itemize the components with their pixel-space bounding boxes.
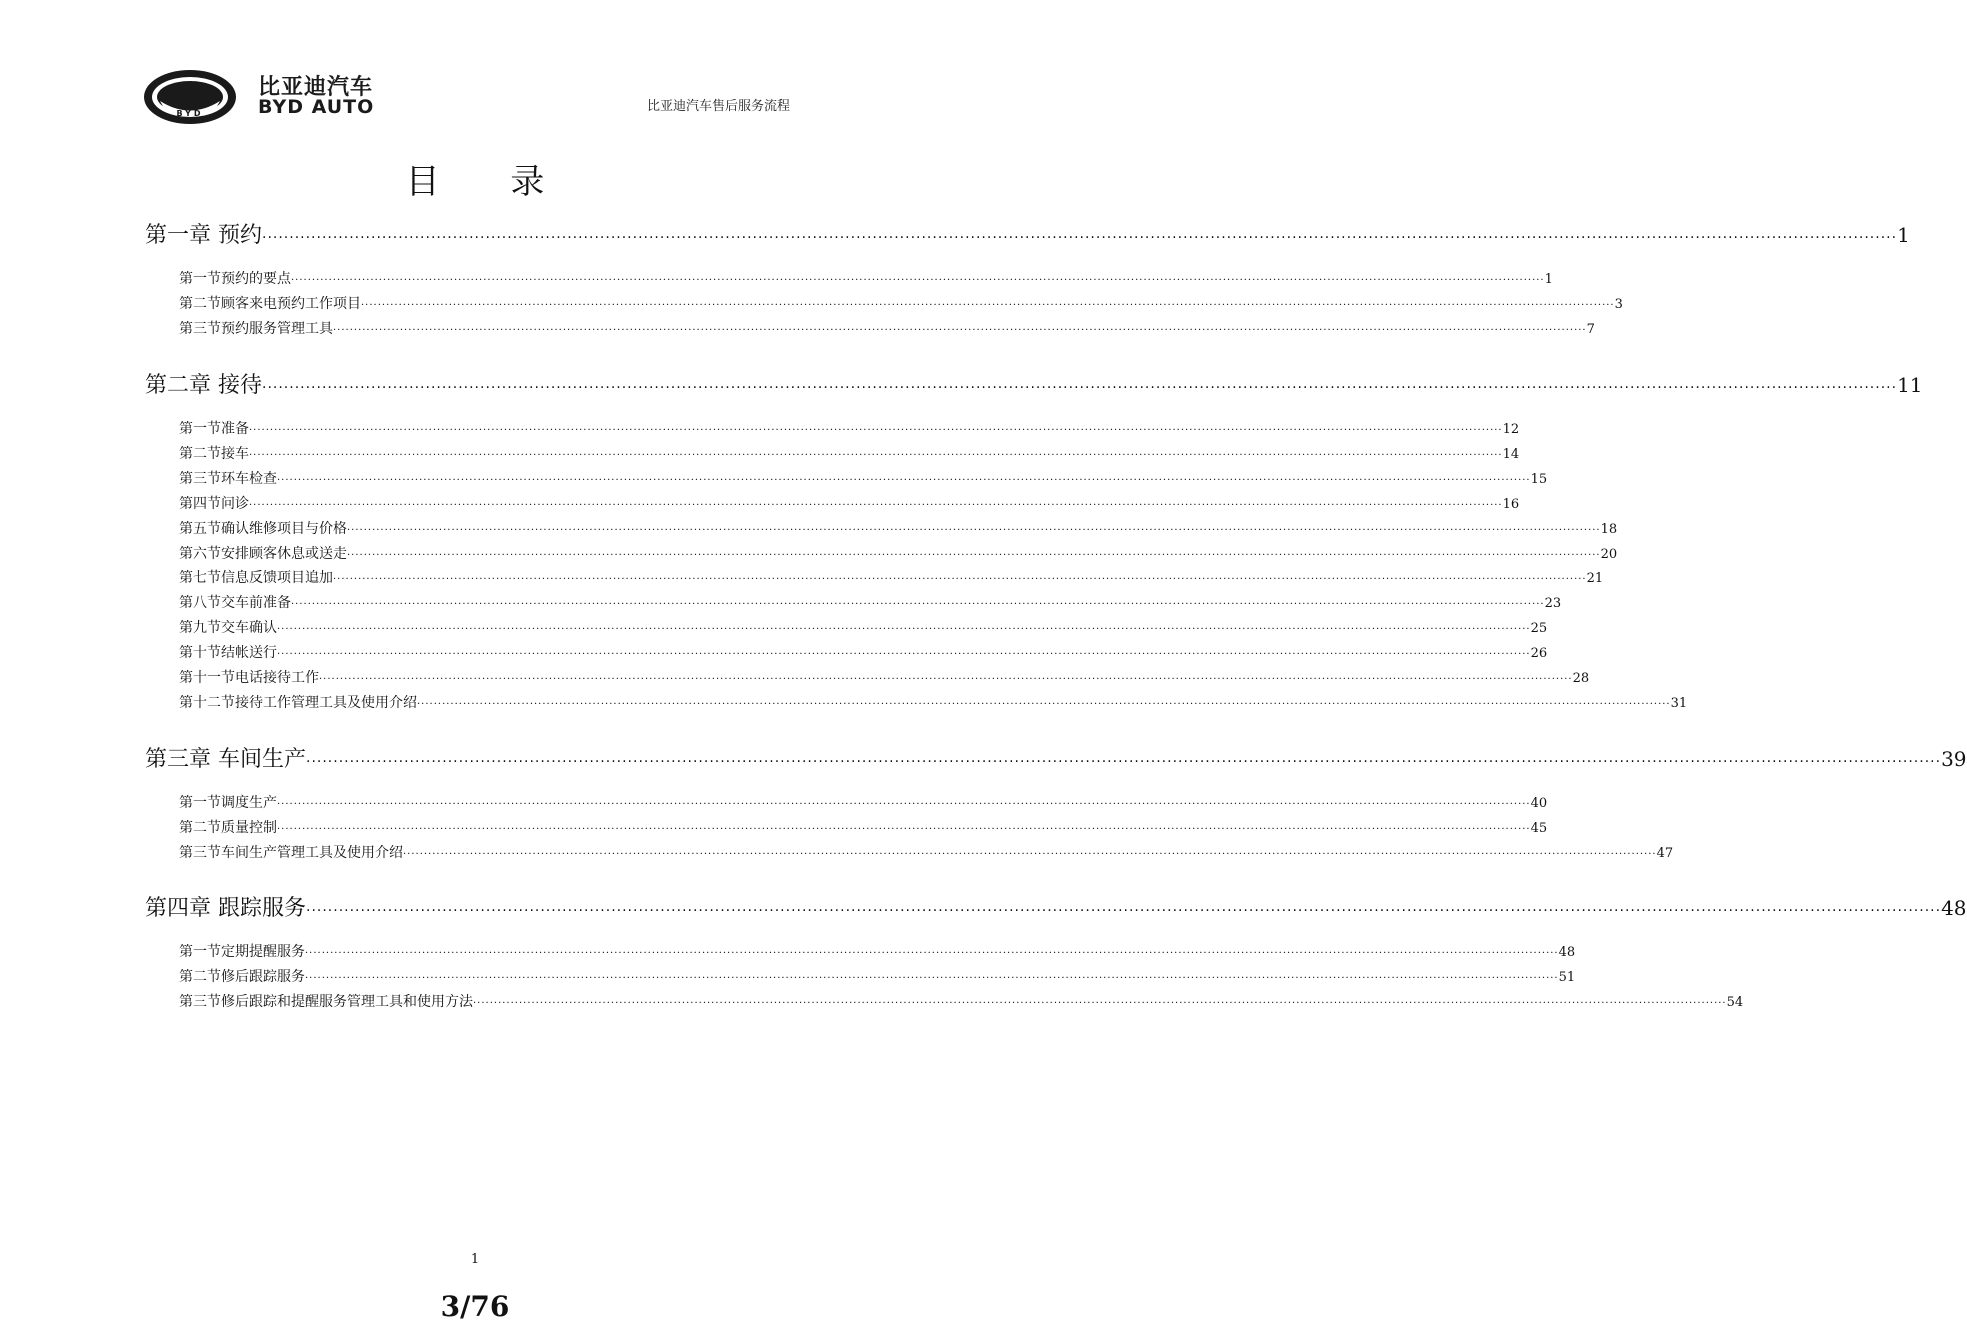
leader-dots: ············································································································································································································································································································	[277, 624, 1531, 636]
section-label: 第一节	[179, 944, 221, 960]
toc-chapter-entry[interactable]	[145, 742, 1967, 773]
section-title: 安排顾客休息或送走	[221, 545, 347, 562]
chapter-page-number: 39	[1941, 747, 1967, 771]
leader-dots: ············································································································································································································································································································	[333, 324, 1587, 336]
toc-chapter-entry[interactable]	[145, 368, 1923, 399]
section-label: 第三节	[179, 993, 221, 1010]
section-page-number: 54	[1726, 994, 1744, 1010]
section-title: 修后跟踪服务	[221, 968, 305, 985]
toc-section-entry[interactable]	[179, 667, 1590, 687]
section-page-number: 23	[1544, 596, 1562, 612]
section-label: 第一节	[179, 271, 221, 287]
chapter-title: 第一章 预约	[145, 223, 262, 248]
logo-chinese-text: 比亚迪汽车	[258, 75, 374, 100]
leader-dots: ············································································································································································································································································································	[249, 499, 1503, 511]
leader-dots: ············································································································································································································································································································	[249, 425, 1503, 436]
leader-dots: ············································································································································································································································································································	[306, 903, 1942, 919]
section-page-number: 16	[1502, 496, 1520, 512]
toc-section-entry[interactable]	[179, 842, 1674, 862]
toc-section-entry[interactable]	[179, 692, 1688, 712]
leader-dots: ············································································································································································································································································································	[361, 299, 1615, 311]
section-label: 第二节	[179, 295, 221, 312]
leader-dots: ············································································································································································································································································································	[262, 380, 1898, 396]
leader-dots: ············································································································································································································································································································	[306, 754, 1942, 770]
toc-chapter-entry[interactable]	[145, 218, 1910, 249]
leader-dots: ············································································································································································································································································································	[319, 674, 1573, 685]
leader-dots: ············································································································································································································································································································	[473, 997, 1727, 1009]
leader-dots: ············································································································································································································································································································	[291, 599, 1545, 611]
chapter-page-number: 48	[1941, 896, 1967, 920]
section-page-number: 48	[1558, 945, 1576, 960]
leader-dots: ············································································································································································································································································································	[277, 649, 1531, 661]
section-page-number: 31	[1670, 695, 1688, 711]
leader-dots: ············································································································································································································································································································	[305, 948, 1559, 959]
section-title: 预约服务管理工具	[221, 320, 333, 337]
section-title: 车间生产管理工具及使用介绍	[221, 844, 403, 861]
section-title: 结帐送行	[221, 645, 277, 662]
section-title: 顾客来电预约工作项目	[221, 295, 361, 312]
section-page-number: 21	[1586, 571, 1604, 587]
toc-section-entry[interactable]	[179, 567, 1604, 587]
leader-dots: ············································································································································································································································································································	[403, 848, 1657, 860]
toc-section-entry[interactable]	[179, 617, 1548, 637]
section-title: 电话接待工作	[235, 670, 319, 686]
section-label: 第五节	[179, 520, 221, 537]
section-page-number: 45	[1530, 820, 1548, 836]
section-page-number: 20	[1600, 546, 1618, 562]
chapter-title: 第四章 跟踪服务	[145, 896, 306, 921]
section-label: 第十节	[179, 645, 221, 662]
section-label: 第三节	[179, 470, 221, 487]
toc-section-entry[interactable]	[179, 468, 1548, 488]
section-title: 交车前准备	[221, 595, 291, 612]
leader-dots: ············································································································································································································································································································	[305, 972, 1559, 984]
section-title: 问诊	[221, 495, 249, 512]
section-label: 第一节	[179, 421, 221, 437]
toc-chapter-entry[interactable]	[145, 891, 1967, 922]
section-label: 第八节	[179, 595, 221, 612]
toc-section-entry[interactable]	[179, 268, 1553, 288]
section-title: 信息反馈项目追加	[221, 570, 333, 587]
leader-dots: ············································································································································································································································································································	[277, 799, 1531, 810]
section-page-number: 3	[1614, 296, 1623, 312]
section-label: 第九节	[179, 620, 221, 637]
toc-section-entry[interactable]	[179, 941, 1576, 961]
toc-section-entry[interactable]	[179, 642, 1548, 662]
chapter-page-number: 11	[1897, 373, 1923, 397]
section-page-number: 15	[1530, 471, 1548, 487]
section-title: 质量控制	[221, 819, 277, 836]
section-label: 第二节	[179, 445, 221, 462]
leader-dots: ············································································································································································································································································································	[347, 549, 1601, 561]
section-label: 第一节	[179, 795, 221, 811]
byd-logo	[142, 66, 412, 126]
emblem-text: BYD	[176, 109, 204, 118]
section-title: 确认维修项目与价格	[221, 520, 347, 537]
toc-section-entry[interactable]	[179, 543, 1618, 563]
section-title: 调度生产	[221, 795, 277, 811]
section-label: 第十一节	[179, 670, 235, 686]
section-title: 交车确认	[221, 620, 277, 637]
logo-english-text: BYD AUTO	[258, 96, 375, 118]
section-title: 修后跟踪和提醒服务管理工具和使用方法	[221, 993, 473, 1010]
section-label: 第六节	[179, 545, 221, 562]
section-title: 环车检查	[221, 470, 277, 487]
section-page-number: 25	[1530, 621, 1548, 637]
page-number: 1	[470, 1252, 480, 1267]
chapter-title: 第三章 车间生产	[145, 747, 306, 772]
section-page-number: 51	[1558, 969, 1576, 985]
page-count: 3/76	[440, 1290, 510, 1323]
chapter-title: 第二章 接待	[145, 373, 262, 398]
section-page-number: 28	[1572, 671, 1590, 686]
section-page-number: 14	[1502, 446, 1520, 462]
toc-title: 目 录	[405, 162, 575, 202]
section-page-number: 1	[1544, 272, 1553, 287]
toc-section-entry[interactable]	[179, 493, 1520, 513]
section-label: 第三节	[179, 844, 221, 861]
leader-dots: ············································································································································································································································································································	[347, 524, 1601, 536]
leader-dots: ············································································································································································································································································································	[277, 823, 1531, 835]
leader-dots: ············································································································································································································································································································	[417, 698, 1671, 710]
section-title: 定期提醒服务	[221, 944, 305, 960]
leader-dots: ············································································································································································································································································································	[291, 275, 1545, 286]
section-page-number: 12	[1502, 422, 1520, 437]
section-title: 预约的要点	[221, 271, 291, 287]
toc-section-entry[interactable]	[179, 318, 1595, 338]
document-header-title: 比亚迪汽车售后服务流程	[646, 99, 790, 114]
toc-section-entry[interactable]	[179, 293, 1623, 313]
toc-section-entry[interactable]	[179, 991, 1744, 1011]
leader-dots: ············································································································································································································································································································	[277, 474, 1531, 486]
section-title: 接待工作管理工具及使用介绍	[235, 694, 417, 711]
section-label: 第二节	[179, 968, 221, 985]
section-title: 接车	[221, 445, 249, 462]
toc-section-entry[interactable]	[179, 792, 1548, 812]
section-page-number: 47	[1656, 845, 1674, 861]
section-label: 第四节	[179, 495, 221, 512]
byd-emblem-icon	[142, 68, 238, 126]
section-label: 第十二节	[179, 694, 235, 711]
section-label: 第三节	[179, 320, 221, 337]
toc-section-entry[interactable]	[179, 518, 1618, 538]
toc-section-entry[interactable]	[179, 966, 1576, 986]
toc-section-entry[interactable]	[179, 592, 1562, 612]
section-page-number: 40	[1530, 796, 1548, 811]
section-title: 准备	[221, 421, 249, 437]
leader-dots: ············································································································································································································································································································	[249, 449, 1503, 461]
section-label: 第七节	[179, 570, 221, 587]
chapter-page-number: 1	[1897, 223, 1910, 247]
toc-section-entry[interactable]	[179, 443, 1520, 463]
section-page-number: 18	[1600, 521, 1618, 537]
toc-section-entry[interactable]	[179, 817, 1548, 837]
leader-dots: ············································································································································································································································································································	[333, 574, 1587, 586]
toc-section-entry[interactable]	[179, 418, 1520, 438]
section-page-number: 26	[1530, 646, 1548, 662]
leader-dots: ············································································································································································································································································································	[262, 230, 1898, 246]
section-label: 第二节	[179, 819, 221, 836]
section-page-number: 7	[1586, 321, 1595, 337]
